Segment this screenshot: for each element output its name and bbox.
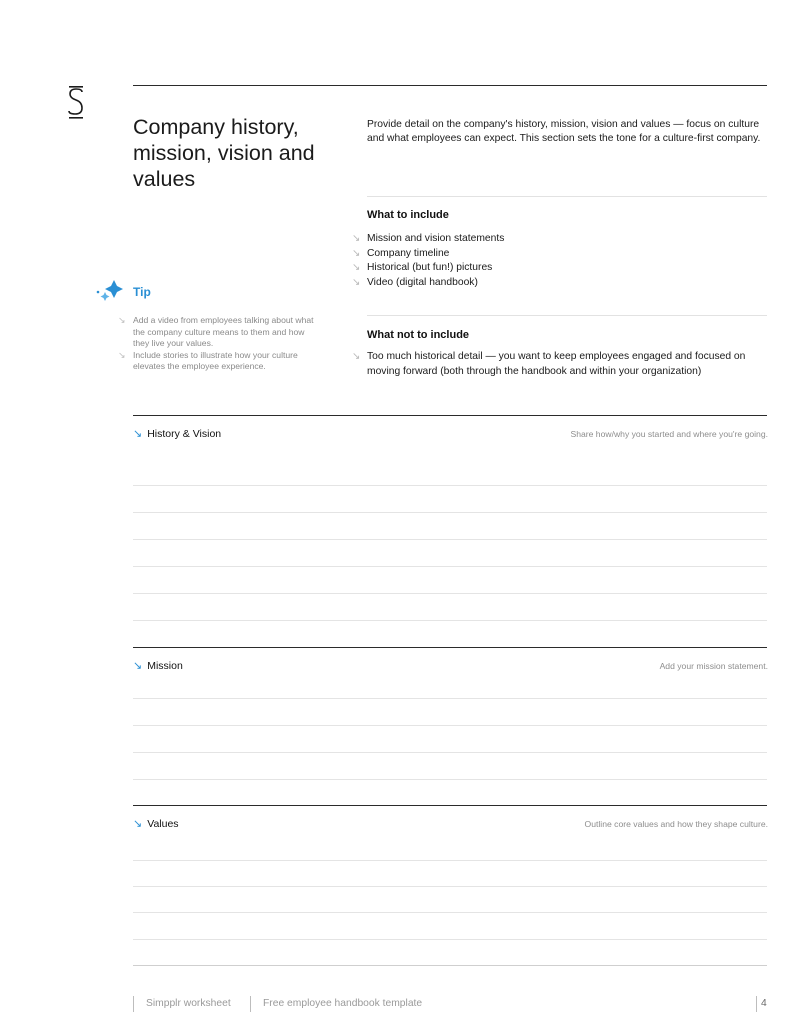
list-item: ↘ Video (digital handbook) — [367, 276, 767, 291]
exclude-heading: What not to include — [367, 329, 470, 341]
arrow-icon: ↘ — [352, 351, 361, 362]
list-item: ↘ Company timeline — [367, 247, 767, 262]
values-label: ↘ Values — [133, 818, 179, 830]
mission-rule — [133, 647, 767, 648]
history-vision-rule — [133, 415, 767, 416]
include-heading: What to include — [367, 209, 449, 221]
writing-line[interactable] — [133, 860, 767, 861]
history-vision-hint: Share how/why you started and where you're going. — [570, 429, 768, 439]
writing-line[interactable] — [133, 566, 767, 567]
arrow-icon: ↘ — [118, 315, 126, 325]
arrow-icon: ↘ — [133, 660, 143, 672]
list-item: ↘ Historical (but fun!) pictures — [367, 261, 767, 276]
history-vision-label: ↘ History & Vision — [133, 428, 222, 440]
footer-divider — [756, 996, 757, 1012]
writing-line[interactable] — [133, 485, 767, 486]
exclude-divider — [367, 315, 767, 316]
writing-line[interactable] — [133, 593, 767, 594]
list-item: ↘ Include stories to illustrate how your culture elevates the employee experience. — [118, 349, 298, 371]
arrow-icon: ↘ — [133, 428, 143, 440]
top-rule — [133, 85, 767, 86]
values-hint: Outline core values and how they shape culture. — [584, 819, 768, 829]
footer-divider — [133, 996, 134, 1012]
include-divider — [367, 196, 767, 197]
writing-line[interactable] — [133, 725, 767, 726]
writing-line[interactable] — [133, 886, 767, 887]
writing-line[interactable] — [133, 620, 767, 621]
footer-worksheet: Simpplr worksheet — [146, 998, 231, 1009]
footer-divider — [250, 996, 251, 1012]
list-item: ↘ Mission and vision statements — [367, 232, 767, 247]
simpplr-logo-icon — [62, 84, 88, 120]
tip-title: Tip — [133, 285, 151, 299]
writing-line[interactable] — [133, 912, 767, 913]
intro-text: Provide detail on the company's history, mission, vision and values — focus on culture and what employees can expect. This section sets the tone for a culture-first company. — [367, 119, 761, 144]
writing-line[interactable] — [133, 698, 767, 699]
writing-line[interactable] — [133, 965, 767, 966]
writing-line[interactable] — [133, 779, 767, 780]
exclude-list — [352, 350, 762, 379]
footer-template-title: Free employee handbook template — [263, 998, 423, 1009]
writing-line[interactable] — [133, 939, 767, 940]
writing-line[interactable] — [133, 512, 767, 513]
arrow-icon: ↘ — [352, 233, 361, 244]
arrow-icon: ↘ — [133, 818, 143, 830]
writing-line[interactable] — [133, 752, 767, 753]
mission-hint: Add your mission statement. — [659, 661, 768, 671]
writing-line[interactable] — [133, 539, 767, 540]
tip-list — [118, 315, 318, 373]
page-number: 4 — [761, 998, 767, 1009]
arrow-icon: ↘ — [352, 247, 361, 259]
arrow-icon: ↘ — [118, 349, 126, 360]
list-item: ↘ Too much historical detail — you want to keep employees engaged and focused on moving forward (both through the handbook and within your organization) — [352, 351, 746, 377]
sparkle-icon — [96, 280, 124, 304]
arrow-icon: ↘ — [352, 276, 361, 288]
include-list — [352, 232, 767, 290]
arrow-icon: ↘ — [352, 262, 361, 273]
values-rule — [133, 805, 767, 806]
page-title: Company history, mission, vision and values — [133, 115, 315, 191]
list-item: ↘ Add a video from employees talking about what the company culture means to them and how they live your values. — [118, 315, 314, 348]
mission-label: ↘ Mission — [133, 660, 183, 672]
